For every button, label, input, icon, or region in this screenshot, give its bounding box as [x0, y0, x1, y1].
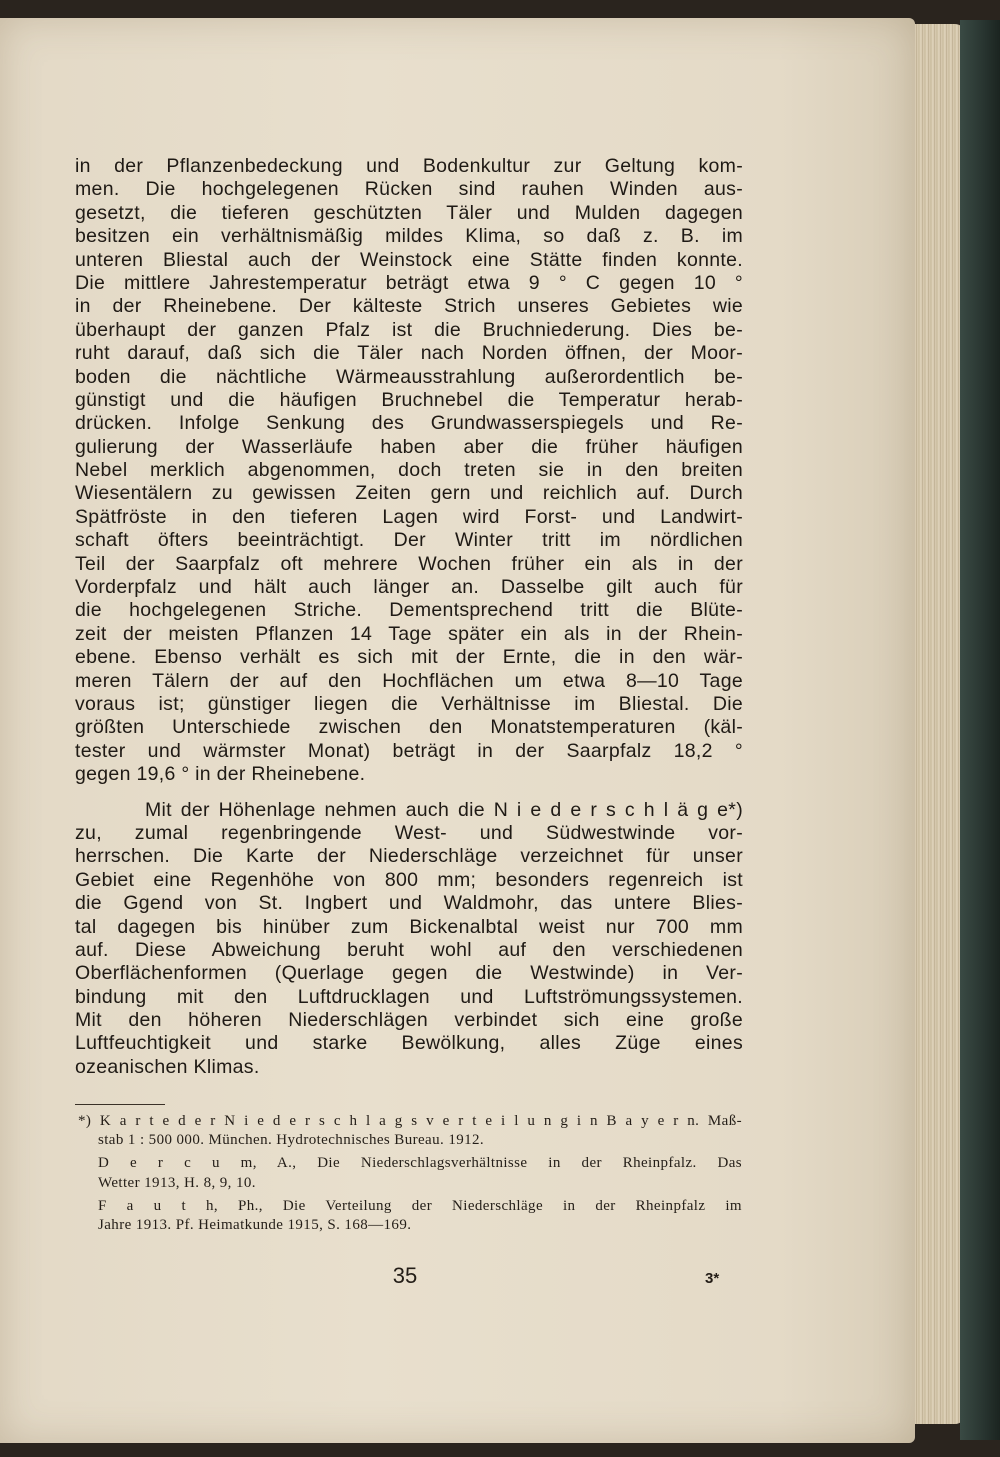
text-line: die Ggend von St. Ingbert und Waldmohr, das untere Blies- — [75, 892, 743, 915]
page-number: 35 — [392, 1263, 418, 1288]
text-line: tal dagegen bis hinüber zum Bickenalbtal weist nur 700 mm — [75, 915, 743, 938]
text-line: bindung mit den Luftdrucklagen und Luftströmungssystemen. — [75, 985, 743, 1008]
text-line: D e r c u m, A., Die Niederschlagsverhältnisse in der Rheinpfalz. Das — [98, 1155, 742, 1172]
text-line: unteren Bliestal auch der Weinstock eine Stätte finden konnte. — [75, 248, 743, 271]
text-line: schaft öfters beeinträchtigt. Der Winter tritt im nördlichen — [75, 529, 743, 552]
paragraph-gap — [75, 787, 743, 799]
footnote-2 — [78, 1154, 742, 1192]
text-line: boden die nächtliche Wärmeausstrahlung außerordentlich be- — [75, 365, 743, 388]
text-line: günstigt und die häufigen Bruchnebel die Temperatur herab- — [75, 388, 743, 411]
text-line: men. Die hochgelegenen Rücken sind rauhen Winden aus- — [75, 178, 743, 201]
text-line: überhaupt der ganzen Pfalz ist die Bruchniederung. Dies be- — [75, 318, 743, 341]
text-line: tester und wärmster Monat) beträgt in der Saarpfalz 18,2 ° — [75, 739, 743, 762]
paragraph-1 — [75, 155, 743, 787]
main-text — [75, 155, 743, 1079]
text-line: Teil der Saarpfalz oft mehrere Wochen früher ein als in der — [75, 552, 743, 575]
signature-mark: 3* — [705, 1270, 720, 1287]
text-line: ruht darauf, daß sich die Täler nach Norden öffnen, der Moor- — [75, 342, 743, 365]
footnote-rule — [75, 1104, 165, 1105]
text-line: zu, zumal regenbringende West- und Südwestwinde vor- — [75, 821, 743, 844]
footnote-1 — [78, 1112, 742, 1150]
text-line: herrschen. Die Karte der Niederschläge verzeichnet für unser — [75, 845, 743, 868]
book-cover-edge — [960, 20, 1000, 1440]
text-line: Spätfröste in den tieferen Lagen wird Forst- und Landwirt- — [75, 505, 743, 528]
text-line: drücken. Infolge Senkung des Grundwasserspiegels und Re- — [75, 412, 743, 435]
text-line: auf. Diese Abweichung beruht wohl auf den verschiedenen — [75, 938, 743, 961]
text-line: voraus ist; günstiger liegen die Verhältnisse im Bliestal. Die — [75, 692, 743, 715]
text-line: Luftfeuchtigkeit und starke Bewölkung, alles Züge eines — [75, 1032, 743, 1055]
footnote-3 — [78, 1197, 742, 1235]
text-line: gegen 19,6 ° in der Rheinebene. — [75, 763, 366, 786]
text-line: Die mittlere Jahrestemperatur beträgt etwa 9 ° C gegen 10 ° — [75, 271, 743, 294]
text-line: Wiesentälern zu gewissen Zeiten gern und reichlich auf. Durch — [75, 482, 743, 505]
text-line: Mit der Höhenlage nehmen auch die N i e d e r s c h l ä g e*) — [145, 798, 743, 821]
text-line: Gebiet eine Regenhöhe von 800 mm; besonders regenreich ist — [75, 868, 743, 891]
text-line: ozeanischen Klimas. — [75, 1055, 260, 1078]
text-line: Nebel merklich abgenommen, doch treten sie in den breiten — [75, 459, 743, 482]
text-line: größten Unterschiede zwischen den Monatstemperaturen (käl- — [75, 716, 743, 739]
text-line: gesetzt, die tieferen geschützten Täler und Mulden dagegen — [75, 201, 743, 224]
text-line: in der Pflanzenbedeckung und Bodenkultur zur Geltung kom- — [75, 155, 743, 177]
text-line: Wetter 1913, H. 8, 9, 10. — [98, 1174, 256, 1191]
text-line: Jahre 1913. Pf. Heimatkunde 1915, S. 168—169. — [98, 1216, 412, 1233]
text-line: ebene. Ebenso verhält es sich mit der Ernte, die in den wär- — [75, 646, 743, 669]
text-line: Mit den höheren Niederschlägen verbindet sich eine große — [75, 1009, 743, 1032]
text-line: Vorderpfalz und hält auch länger an. Dasselbe gilt auch für — [75, 576, 743, 599]
text-line: zeit der meisten Pflanzen 14 Tage später ein als in der Rhein- — [75, 622, 743, 645]
text-line: Oberflächenformen (Querlage gegen die Westwinde) in Ver- — [75, 962, 743, 985]
text-line: meren Tälern der auf den Hochflächen um etwa 8—10 Tage — [75, 669, 743, 692]
text-line: *) K a r t e d e r N i e d e r s c h l a g s v e r t e i l u n g i n B a y e r n. Maß- — [78, 1113, 742, 1129]
footnotes — [78, 1112, 742, 1235]
text-line: die hochgelegenen Striche. Dementsprechend tritt die Blüte- — [75, 599, 743, 622]
text-line: stab 1 : 500 000. München. Hydrotechnisches Bureau. 1912. — [98, 1132, 485, 1149]
text-line: F a u t h, Ph., Die Verteilung der Niederschläge in der Rheinpfalz im — [98, 1197, 742, 1214]
paragraph-2 — [75, 799, 743, 1080]
text-line: gulierung der Wasserläufe haben aber die früher häufigen — [75, 435, 743, 458]
text-line: in der Rheinebene. Der kälteste Strich unseres Gebietes wie — [75, 295, 743, 318]
text-line: besitzen ein verhältnismäßig mildes Klima, so daß z. B. im — [75, 225, 743, 248]
